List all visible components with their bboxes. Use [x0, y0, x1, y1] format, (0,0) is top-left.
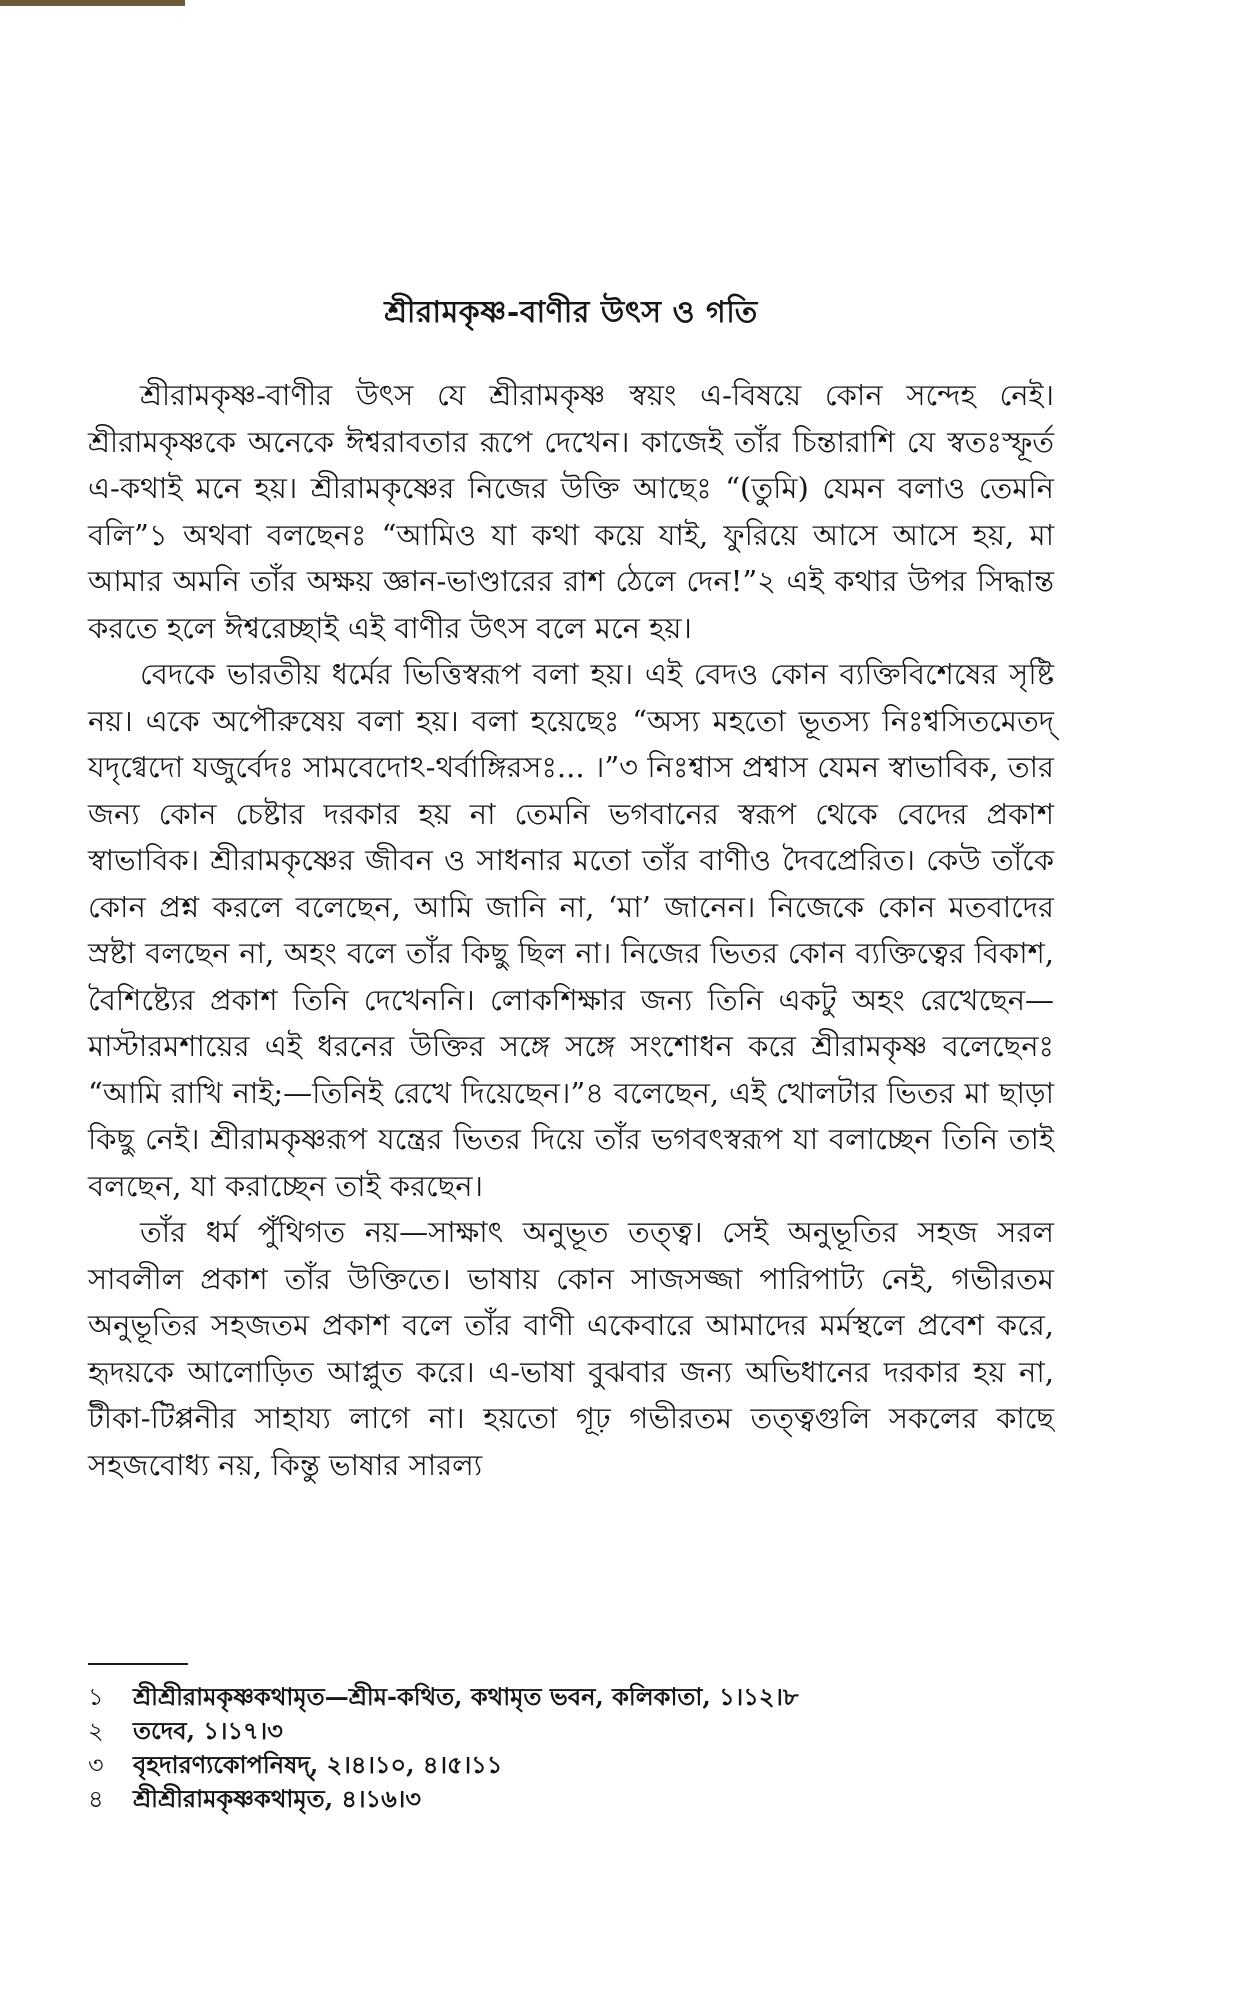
footnote-1 — [88, 1680, 1054, 1714]
footnotes — [88, 1680, 1054, 1816]
body-text — [88, 372, 1054, 1488]
footnote-3 — [88, 1748, 1054, 1782]
page-title: শ্রীরামকৃষ্ণ-বাণীর উৎস ও গতি — [384, 295, 758, 330]
footnote-text: শ্রীশ্রীরামকৃষ্ণকথামৃত, ৪।১৬।৩ — [133, 1784, 421, 1813]
footnote-number: ৩ — [88, 1751, 104, 1779]
document-page — [88, 0, 1054, 2000]
footnote-text: তদেব, ১।১৭।৩ — [133, 1716, 283, 1745]
paragraph-1: শ্রীরামকৃষ্ণ-বাণীর উৎস যে শ্রীরামকৃষ্ণ স্বয়ং এ-বিষয়ে কোন সন্দেহ নেই। শ্রীরামকৃষ্ণকে অনেকে ঈশ্বরাবতার রূপে দেখেন। কাজেই তাঁর চিন্তারাশি যে স্বতঃস্ফূর্ত এ-কথাই মনে হয়। শ্রীরামকৃষ্ণের নিজের উক্তি আছেঃ “(তুমি) যেমন বলাও তেমনি বলি”১ অথবা বলছেনঃ “আমিও যা কথা কয়ে যাই, ফুরিয়ে আসে আসে হয়, মা আমার অমনি তাঁর অক্ষয় জ্ঞান-ভাণ্ডারের রাশ ঠেলে দেন!”২ এই কথার উপর সিদ্ধান্ত করতে হলে ঈশ্বরেচ্ছাই এই বাণীর উৎস বলে মনে হয়। — [88, 378, 1054, 645]
footnote-number: ১ — [88, 1683, 104, 1711]
footnote-4 — [88, 1782, 1054, 1816]
footnote-number: ৪ — [88, 1785, 104, 1813]
footnote-divider — [88, 1663, 188, 1665]
footnote-text: বৃহদারণ্যকোপনিষদ্, ২।৪।১০, ৪।৫।১১ — [133, 1750, 503, 1779]
paragraph-3: তাঁর ধর্ম পুঁথিগত নয়—সাক্ষাৎ অনুভূত তত্ত্ব। সেই অনুভূতির সহজ সরল সাবলীল প্রকাশ তাঁর উক্তিতে। ভাষায় কোন সাজসজ্জা পারিপাট্য নেই, গভীরতম অনুভূতির সহজতম প্রকাশ বলে তাঁর বাণী একেবারে আমাদের মর্মস্থলে প্রবেশ করে, হৃদয়কে আলোড়িত আপ্লুত করে। এ-ভাষা বুঝবার জন্য অভিধানের দরকার হয় না, টীকা-টিপ্পনীর সাহায্য লাগে না। হয়তো গূঢ় গভীরতম তত্ত্বগুলি সকলের কাছে সহজবোধ্য নয়, কিন্তু ভাষার সারল্য — [88, 1215, 1054, 1482]
footnote-2 — [88, 1714, 1054, 1748]
footnote-text: শ্রীশ্রীরামকৃষ্ণকথামৃত—শ্রীম-কথিত, কথামৃত ভবন, কলিকাতা, ১।১২।৮ — [133, 1682, 799, 1711]
footnote-number: ২ — [88, 1717, 104, 1745]
paragraph-2: বেদকে ভারতীয় ধর্মের ভিত্তিস্বরূপ বলা হয়। এই বেদও কোন ব্যক্তিবিশেষের সৃষ্টি নয়। একে অপৌরুষেয় বলা হয়। বলা হয়েছেঃ “অস্য মহতো ভূতস্য নিঃশ্বসিতমেতদ্ যদৃগ্বেদো যজুর্বেদঃ সামবেদোঽ-থর্বাঙ্গিরসঃ... ।”৩ নিঃশ্বাস প্রশ্বাস যেমন স্বাভাবিক, তার জন্য কোন চেষ্টার দরকার হয় না তেমনি ভগবানের স্বরূপ থেকে বেদের প্রকাশ স্বাভাবিক। শ্রীরামকৃষ্ণের জীবন ও সাধনার মতো তাঁর বাণীও দৈবপ্রেরিত। কেউ তাঁকে কোন প্রশ্ন করলে বলেছেন, আমি জানি না, ‘মা’ জানেন। নিজেকে কোন মতবাদের স্রষ্টা বলছেন না, অহং বলে তাঁর কিছু ছিল না। নিজের ভিতর কোন ব্যক্তিত্বের বিকাশ, বৈশিষ্ট্যের প্রকাশ তিনি দেখেননি। লোকশিক্ষার জন্য তিনি একটু অহং রেখেছেন—মাস্টারমশায়ের এই ধরনের উক্তির সঙ্গে সঙ্গে সংশোধন করে শ্রীরামকৃষ্ণ বলেছেনঃ “আমি রাখি নাই;—তিনিই রেখে দিয়েছেন।”৪ বলেছেন, এই খোলটার ভিতর মা ছাড়া কিছু নেই। শ্রীরামকৃষ্ণরূপ যন্ত্রের ভিতর দিয়ে তাঁর ভগবৎস্বরূপ যা বলাচ্ছেন তিনি তাই বলছেন, যা করাচ্ছেন তাই করছেন। — [88, 657, 1054, 1203]
